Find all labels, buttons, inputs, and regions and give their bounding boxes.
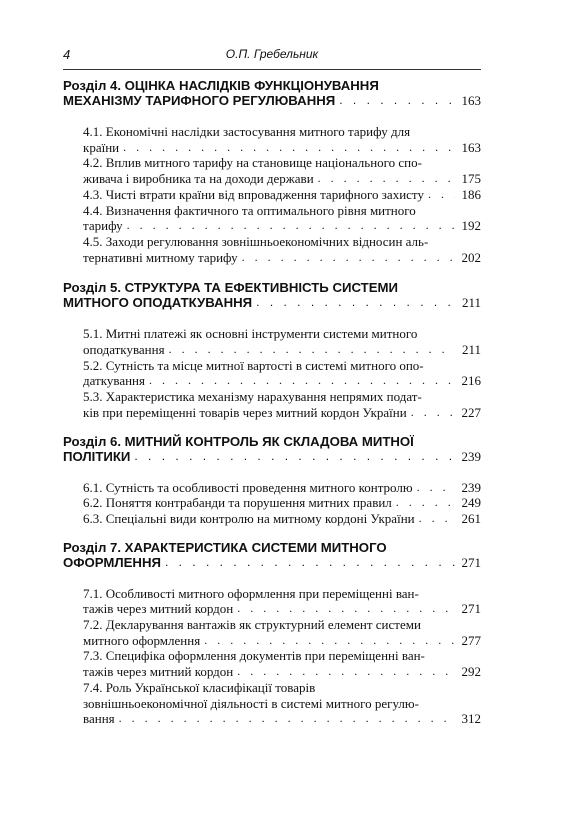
entry-text: 7.3. Специфіка оформлення документів при переміщенні ван- [83,648,425,664]
section-heading-text: Розділ 4. ОЦІНКА НАСЛІДКІВ ФУНКЦІОНУВАННЯ [63,78,379,93]
dot-leader [419,511,455,527]
entry-text: живача і виробника та на доходи держави [83,171,314,187]
toc-entry[interactable] [83,187,481,203]
entry-text: 5.1. Митні платежі як основні інструменти системи митного [83,326,418,342]
entry-page-number: 239 [461,479,481,495]
section-page-number: 271 [461,554,481,570]
entry-text: тарифу [83,218,123,234]
entry-text: зовнішньоекономічної діяльності в системі митного регулю- [83,695,419,711]
toc-entry[interactable] [83,326,481,357]
dot-leader [123,140,455,156]
section-heading-text: Розділ 5. СТРУКТУРА ТА ЕФЕКТИВНІСТЬ СИСТЕМИ [63,280,398,296]
entry-page-number: 186 [461,186,481,202]
entry-page-number: 227 [461,404,481,420]
entry-text: даткування [83,373,145,389]
section-page-number: 211 [461,295,481,311]
section-heading-text: ОФОРМЛЕННЯ [63,554,161,570]
toc-entry[interactable] [83,511,481,527]
entry-page-number: 249 [461,495,481,511]
toc-entry[interactable] [83,389,481,420]
toc-entry[interactable] [83,480,481,496]
entry-text: 4.4. Визначення фактичного та оптимального рівня митного [83,202,416,218]
dot-leader [339,93,455,108]
entry-text: 7.1. Особливості митного оформлення при переміщенні ван- [83,585,419,601]
section-heading-text: МЕХАНІЗМУ ТАРИФНОГО РЕГУЛЮВАННЯ [63,93,336,108]
running-head-author: О.П. Гребельник [225,47,319,61]
entry-page-number: 261 [461,510,481,526]
entry-text: тажів через митний кордон [83,664,234,680]
dot-leader [411,405,455,421]
entry-page-number: 175 [461,171,481,187]
dot-leader [119,711,455,727]
section-heading-text: МИТНОГО ОПОДАТКУВАННЯ [63,295,253,311]
section-heading-text: Розділ 7. ХАРАКТЕРИСТИКА СИСТЕМИ МИТНОГО [63,539,387,555]
toc-section [63,434,481,527]
section-page-number: 239 [461,448,481,464]
dot-leader [165,555,455,570]
entry-page-number: 192 [461,218,481,234]
section-heading[interactable] [63,540,481,570]
entry-text: митного оформлення [83,632,201,648]
entry-text: вання [83,711,115,727]
toc-entry[interactable] [83,358,481,389]
entry-page-number: 163 [461,139,481,155]
toc-entry[interactable] [83,617,481,648]
entry-text: 5.2. Сутність та місце митної вартості в системі митного опо- [83,357,424,373]
toc-entry[interactable] [83,234,481,265]
entry-text: ків при переміщенні товарів через митний кордон України [83,404,407,420]
toc-entries [63,124,481,265]
toc-entry[interactable] [83,586,481,617]
toc-entries [63,586,481,727]
header-rule [63,69,481,71]
dot-leader [127,218,455,234]
toc-entry[interactable] [83,124,481,155]
dot-leader [242,250,455,266]
toc-section [63,540,481,727]
section-heading[interactable] [63,280,481,310]
dot-leader [318,171,455,187]
entry-page-number: 292 [461,664,481,680]
section-heading[interactable] [63,434,481,464]
entry-page-number: 312 [461,711,481,727]
dot-leader [396,495,455,511]
entry-text: тажів через митний кордон [83,601,234,617]
entry-page-number: 202 [461,249,481,265]
section-heading[interactable] [63,78,481,108]
entry-text: тернативні митному тарифу [83,249,238,265]
toc-entry[interactable] [83,648,481,679]
toc-section [63,78,481,265]
table-of-contents [63,78,481,740]
dot-leader [256,295,455,310]
toc-entry[interactable] [83,495,481,511]
entry-text: 4.2. Вплив митного тарифу на становище національного спо- [83,155,422,171]
dot-leader [428,187,455,203]
entry-text: оподаткування [83,342,165,358]
dot-leader [417,480,455,496]
entry-page-number: 277 [461,632,481,648]
entry-text: 4.1. Економічні наслідки застосування митного тарифу для [83,124,411,139]
toc-entry[interactable] [83,680,481,727]
entry-text: 4.3. Чисті втрати країни від впровадження тарифного захисту [83,186,424,202]
page-number: 4 [63,47,71,62]
entry-page-number: 271 [461,601,481,617]
toc-entries [63,326,481,420]
running-head [63,46,481,66]
entry-text: 4.5. Заходи регулювання зовнішньоекономічних відносин аль- [83,233,429,249]
entry-text: 5.3. Характеристика механізму нарахування непрямих подат- [83,389,422,405]
entry-text: 7.4. Роль Української класифікації товарів [83,679,316,695]
section-heading-text: Розділ 6. МИТНИЙ КОНТРОЛЬ ЯК СКЛАДОВА МИТНОЇ [63,433,414,449]
entry-page-number: 211 [461,342,481,358]
section-page-number: 163 [461,93,481,108]
dot-leader [237,664,455,680]
entry-text: 6.2. Поняття контрабанди та порушення митних правил [83,495,392,511]
toc-section [63,280,481,420]
dot-leader [204,633,455,649]
entry-text: 6.1. Сутність та особливості проведення митного контролю [83,479,413,495]
toc-entry[interactable] [83,203,481,234]
section-heading-text: ПОЛІТИКИ [63,448,131,464]
toc-entry[interactable] [83,155,481,186]
dot-leader [149,373,455,389]
dot-leader [237,601,455,617]
dot-leader [134,449,455,464]
dot-leader [169,342,455,358]
entry-text: країни [83,139,120,155]
entry-page-number: 216 [461,373,481,389]
entry-text: 7.2. Декларування вантажів як структурний елемент системи [83,617,421,633]
toc-entries [63,480,481,527]
entry-text: 6.3. Спеціальні види контролю на митному кордоні України [83,510,415,526]
